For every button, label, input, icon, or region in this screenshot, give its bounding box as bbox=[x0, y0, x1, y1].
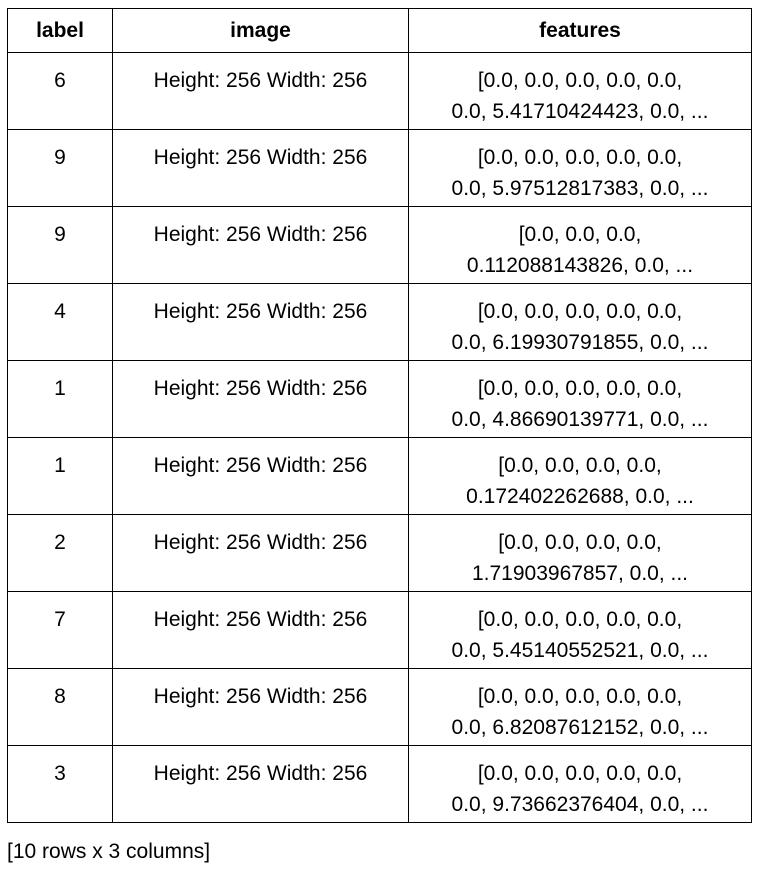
features-line-2: 0.0, 6.82087612152, 0.0, ... bbox=[451, 716, 709, 739]
features-line-2: 1.71903967857, 0.0, ... bbox=[471, 562, 689, 585]
label-value: 4 bbox=[54, 300, 66, 323]
features-line-2: 0.0, 6.19930791855, 0.0, ... bbox=[451, 331, 709, 354]
image-value: Height: 256 Width: 256 bbox=[153, 146, 368, 169]
features-value bbox=[409, 592, 751, 666]
table-row bbox=[8, 592, 752, 669]
image-cell bbox=[113, 130, 409, 207]
table-row bbox=[8, 284, 752, 361]
features-cell bbox=[409, 284, 752, 361]
image-cell bbox=[113, 361, 409, 438]
label-value: 9 bbox=[54, 223, 66, 246]
features-value bbox=[409, 669, 751, 743]
features-value bbox=[409, 515, 751, 589]
image-cell bbox=[113, 207, 409, 284]
features-cell bbox=[409, 438, 752, 515]
image-value: Height: 256 Width: 256 bbox=[153, 69, 368, 92]
features-line-1: [0.0, 0.0, 0.0, bbox=[518, 223, 642, 246]
features-cell bbox=[409, 53, 752, 130]
image-cell bbox=[113, 438, 409, 515]
features-cell bbox=[409, 130, 752, 207]
column-header-features: features bbox=[409, 9, 752, 53]
table-row bbox=[8, 53, 752, 130]
data-table bbox=[7, 8, 752, 823]
features-value bbox=[409, 284, 751, 358]
table-caption: [10 rows x 3 columns] bbox=[7, 840, 211, 863]
image-cell bbox=[113, 592, 409, 669]
features-cell bbox=[409, 361, 752, 438]
features-line-1: [0.0, 0.0, 0.0, 0.0, 0.0, bbox=[477, 146, 683, 169]
table-row bbox=[8, 515, 752, 592]
table-row bbox=[8, 361, 752, 438]
features-value bbox=[409, 53, 751, 127]
table-header-row bbox=[8, 9, 752, 53]
features-line-2: 0.0, 9.73662376404, 0.0, ... bbox=[451, 793, 709, 816]
table-body bbox=[8, 53, 752, 823]
label-cell bbox=[8, 515, 113, 592]
label-value: 9 bbox=[54, 146, 66, 169]
features-value bbox=[409, 438, 751, 512]
label-cell bbox=[8, 669, 113, 746]
label-value: 8 bbox=[54, 685, 66, 708]
features-value bbox=[409, 207, 751, 281]
features-line-2: 0.0, 5.45140552521, 0.0, ... bbox=[451, 639, 709, 662]
features-line-1: [0.0, 0.0, 0.0, 0.0, 0.0, bbox=[477, 69, 683, 92]
features-line-1: [0.0, 0.0, 0.0, 0.0, 0.0, bbox=[477, 608, 683, 631]
column-header-image: image bbox=[113, 9, 409, 53]
features-cell bbox=[409, 207, 752, 284]
features-line-2: 0.0, 5.41710424423, 0.0, ... bbox=[451, 100, 709, 123]
features-line-1: [0.0, 0.0, 0.0, 0.0, 0.0, bbox=[477, 762, 683, 785]
table-row bbox=[8, 438, 752, 515]
features-line-1: [0.0, 0.0, 0.0, 0.0, 0.0, bbox=[477, 685, 683, 708]
image-cell bbox=[113, 746, 409, 823]
image-cell bbox=[113, 669, 409, 746]
image-cell bbox=[113, 284, 409, 361]
label-cell bbox=[8, 207, 113, 284]
image-value: Height: 256 Width: 256 bbox=[153, 223, 368, 246]
label-value: 1 bbox=[54, 377, 66, 400]
features-value bbox=[409, 130, 751, 204]
label-cell bbox=[8, 592, 113, 669]
label-value: 7 bbox=[54, 608, 66, 631]
features-line-2: 0.112088143826, 0.0, ... bbox=[466, 254, 694, 277]
table-row bbox=[8, 130, 752, 207]
features-cell bbox=[409, 592, 752, 669]
label-cell bbox=[8, 130, 113, 207]
features-line-1: [0.0, 0.0, 0.0, 0.0, 0.0, bbox=[477, 377, 683, 400]
features-line-2: 0.0, 4.86690139771, 0.0, ... bbox=[451, 408, 709, 431]
column-header-label: label bbox=[8, 9, 113, 53]
table-row bbox=[8, 746, 752, 823]
features-cell bbox=[409, 746, 752, 823]
table-row bbox=[8, 669, 752, 746]
features-line-1: [0.0, 0.0, 0.0, 0.0, 0.0, bbox=[477, 300, 683, 323]
image-cell bbox=[113, 515, 409, 592]
image-value: Height: 256 Width: 256 bbox=[153, 762, 368, 785]
label-cell bbox=[8, 53, 113, 130]
label-cell bbox=[8, 284, 113, 361]
image-value: Height: 256 Width: 256 bbox=[153, 454, 368, 477]
features-line-2: 0.172402262688, 0.0, ... bbox=[466, 485, 694, 508]
features-cell bbox=[409, 515, 752, 592]
image-value: Height: 256 Width: 256 bbox=[153, 685, 368, 708]
features-value bbox=[409, 361, 751, 435]
label-value: 3 bbox=[54, 762, 66, 785]
features-line-1: [0.0, 0.0, 0.0, 0.0, bbox=[498, 454, 662, 477]
label-value: 6 bbox=[54, 69, 66, 92]
table-row bbox=[8, 207, 752, 284]
features-value bbox=[409, 746, 751, 820]
image-cell bbox=[113, 53, 409, 130]
label-value: 1 bbox=[54, 454, 66, 477]
label-cell bbox=[8, 746, 113, 823]
features-line-2: 0.0, 5.97512817383, 0.0, ... bbox=[451, 177, 709, 200]
features-cell bbox=[409, 669, 752, 746]
image-value: Height: 256 Width: 256 bbox=[153, 531, 368, 554]
image-value: Height: 256 Width: 256 bbox=[153, 300, 368, 323]
label-cell bbox=[8, 361, 113, 438]
label-cell bbox=[8, 438, 113, 515]
features-line-1: [0.0, 0.0, 0.0, 0.0, bbox=[498, 531, 662, 554]
label-value: 2 bbox=[54, 531, 66, 554]
image-value: Height: 256 Width: 256 bbox=[153, 377, 368, 400]
image-value: Height: 256 Width: 256 bbox=[153, 608, 368, 631]
